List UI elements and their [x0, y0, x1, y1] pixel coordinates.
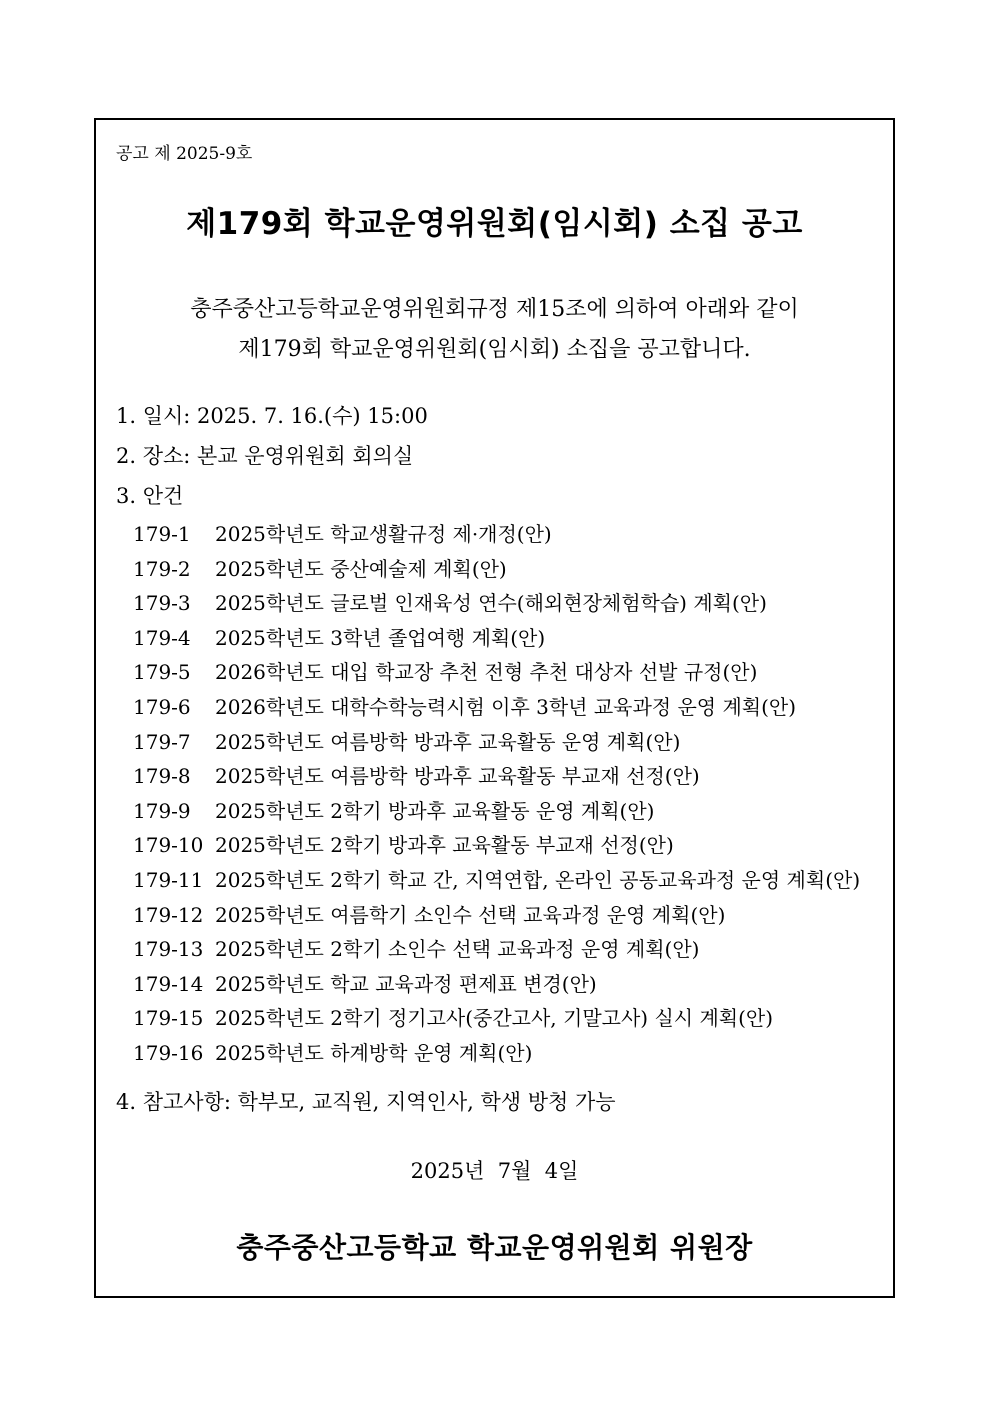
- agenda-item-number: 179-2: [133, 556, 191, 581]
- agenda-item-text: 2026학년도 대학수학능력시험 이후 3학년 교육과정 운영 계획(안): [215, 694, 797, 719]
- agenda-item-text: 2025학년도 여름방학 방과후 교육활동 운영 계획(안): [215, 729, 681, 754]
- intro-paragraph: [94, 290, 895, 370]
- agenda-item-text: 2025학년도 하계방학 운영 계획(안): [215, 1040, 533, 1065]
- agenda-item-number: 179-1: [133, 522, 191, 546]
- agenda-item-text: 2025학년도 2학기 방과후 교육활동 부교재 선정(안): [215, 833, 674, 858]
- agenda-item-text: 2025학년도 2학기 학교 간, 지역연합, 온라인 공동교육과정 운영 계획(안): [215, 867, 861, 892]
- intro-line-1: 충주중산고등학교운영위원회규정 제15조에 의하여 아래와 같이: [190, 297, 799, 322]
- notice-number: 공고 제 2025-9호: [116, 144, 253, 164]
- section-agenda-heading: 3. 안건: [116, 484, 184, 508]
- agenda-item-text: 2025학년도 글로벌 인재육성 연수(해외현장체험학습) 계획(안): [215, 591, 767, 616]
- agenda-list: [133, 520, 888, 1074]
- agenda-item-text: 2025학년도 중산예술제 계획(안): [215, 556, 507, 581]
- agenda-item-text: 2025학년도 학교 교육과정 편제표 변경(안): [215, 971, 597, 996]
- agenda-item: [133, 797, 888, 832]
- agenda-item-number: 179-4: [133, 625, 191, 650]
- agenda-item-number: 179-10: [133, 833, 204, 858]
- agenda-item: [133, 1004, 888, 1039]
- notice-date: 2025년 7월 4일: [410, 1159, 579, 1183]
- agenda-item: [133, 935, 888, 970]
- agenda-item-number: 179-5: [133, 660, 191, 685]
- agenda-item: [133, 728, 888, 763]
- agenda-item-number: 179-6: [133, 694, 191, 719]
- agenda-item: [133, 1039, 888, 1074]
- section-notes: 4. 참고사항: 학부모, 교직원, 지역인사, 학생 방청 가능: [116, 1090, 616, 1114]
- agenda-item-number: 179-14: [133, 971, 204, 996]
- agenda-item: [133, 970, 888, 1005]
- agenda-item-number: 179-8: [133, 764, 191, 789]
- agenda-item-number: 179-7: [133, 729, 191, 754]
- agenda-item-text: 2025학년도 여름학기 소인수 선택 교육과정 운영 계획(안): [215, 902, 726, 927]
- agenda-item: [133, 866, 888, 901]
- agenda-item: [133, 520, 888, 555]
- signer: 충주중산고등학교 학교운영위원회 위원장: [236, 1231, 753, 1264]
- page-title: 제179회 학교운영위원회(임시회) 소집 공고: [186, 206, 803, 242]
- agenda-item: [133, 901, 888, 936]
- agenda-item-text: 2025학년도 2학기 소인수 선택 교육과정 운영 계획(안): [215, 937, 700, 962]
- agenda-item-text: 2025학년도 2학기 정기고사(중간고사, 기말고사) 실시 계획(안): [215, 1006, 774, 1031]
- agenda-item: [133, 762, 888, 797]
- agenda-item-number: 179-3: [133, 591, 191, 616]
- agenda-item: [133, 624, 888, 659]
- agenda-item-text: 2025학년도 3학년 졸업여행 계획(안): [215, 625, 546, 650]
- agenda-item: [133, 589, 888, 624]
- agenda-item: [133, 693, 888, 728]
- agenda-item-text: 2026학년도 대입 학교장 추천 전형 추천 대상자 선발 규정(안): [215, 660, 758, 685]
- agenda-item-number: 179-9: [133, 798, 191, 823]
- section-place: 2. 장소: 본교 운영위원회 회의실: [116, 444, 414, 468]
- agenda-item-number: 179-11: [133, 867, 204, 892]
- agenda-item: [133, 555, 888, 590]
- agenda-item: [133, 831, 888, 866]
- agenda-item-text: 2025학년도 학교생활규정 제·개정(안): [215, 522, 552, 546]
- section-datetime: 1. 일시: 2025. 7. 16.(수) 15:00: [116, 404, 428, 428]
- agenda-item-text: 2025학년도 여름방학 방과후 교육활동 부교재 선정(안): [215, 764, 700, 789]
- agenda-item-number: 179-13: [133, 937, 204, 962]
- agenda-item-number: 179-15: [133, 1006, 204, 1031]
- agenda-item: [133, 658, 888, 693]
- agenda-item-text: 2025학년도 2학기 방과후 교육활동 운영 계획(안): [215, 798, 655, 823]
- intro-line-2: 제179회 학교운영위원회(임시회) 소집을 공고합니다.: [238, 337, 751, 362]
- agenda-item-number: 179-16: [133, 1040, 204, 1065]
- agenda-item-number: 179-12: [133, 902, 204, 927]
